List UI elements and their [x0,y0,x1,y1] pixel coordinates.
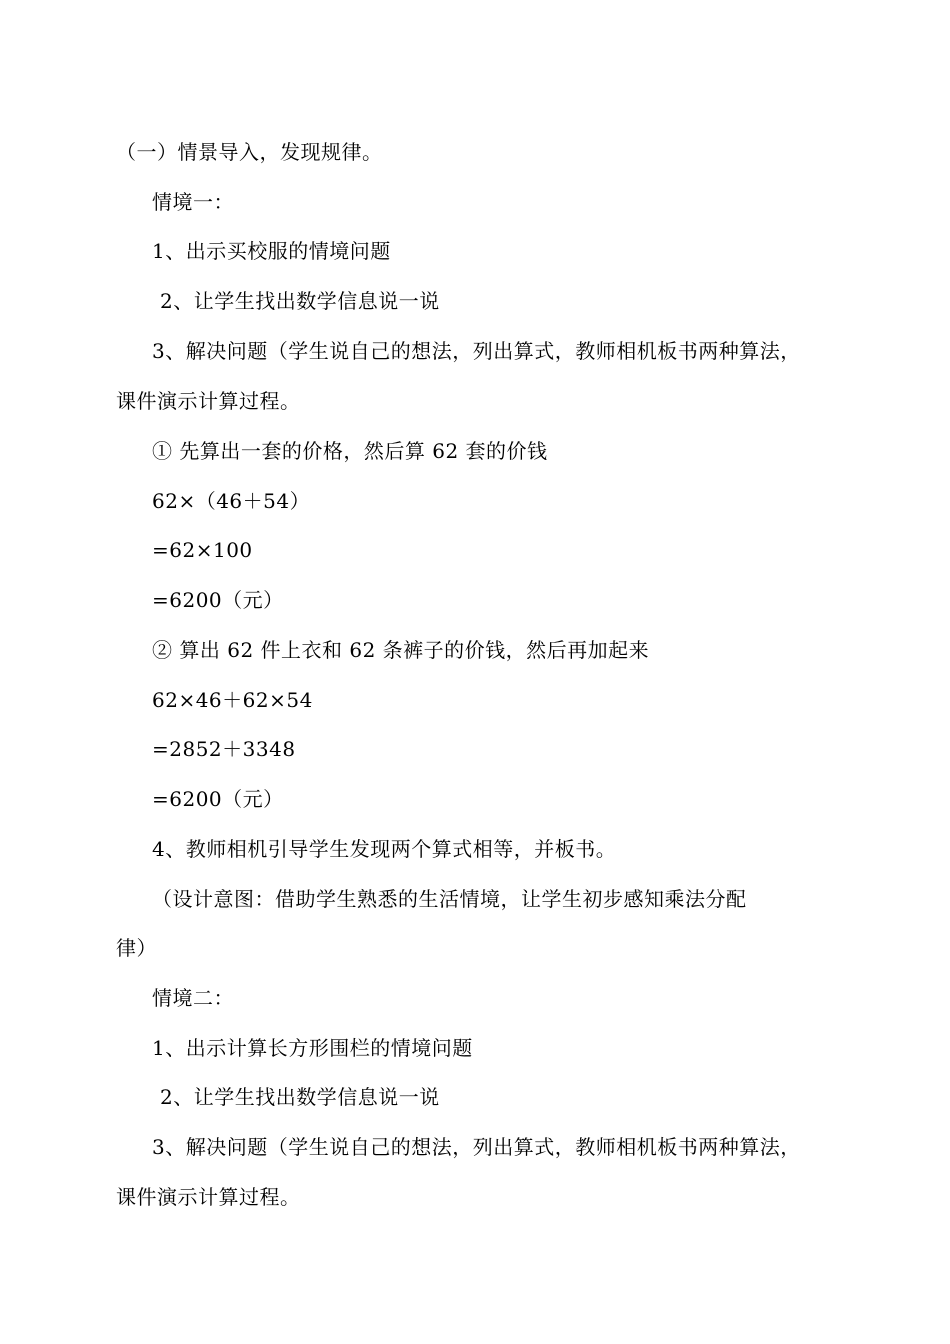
scenario1-step1: 1、出示买校服的情境问题 [152,239,391,263]
scenario1-step3-line2: 课件演示计算过程。 [116,389,301,413]
scenario1-step4: 4、教师相机引导学生发现两个算式相等，并板书。 [152,837,617,861]
method1-equation-3: =6200（元） [152,588,284,612]
scenario2-step1: 1、出示计算长方形围栏的情境问题 [152,1036,473,1060]
design-intent-line1: （设计意图：借助学生熟悉的生活情境，让学生初步感知乘法分配 [152,887,747,911]
scenario1-step2: 2、让学生找出数学信息说一说 [160,289,440,313]
scenario2-step2: 2、让学生找出数学信息说一说 [160,1085,440,1109]
scenario2-step3-line2: 课件演示计算过程。 [116,1185,301,1209]
scenario1-step3-line1: 3、解决问题（学生说自己的想法，列出算式，教师相机板书两种算法， [152,339,801,363]
scenario2-step3-line1: 3、解决问题（学生说自己的想法，列出算式，教师相机板书两种算法， [152,1135,801,1159]
method2-equation-3: =6200（元） [152,787,284,811]
method1-equation-1: 62×（46＋54） [152,489,311,513]
design-intent-line2: 律） [116,936,157,960]
method2-label: ② 算出 62 件上衣和 62 条裤子的价钱，然后再加起来 [152,638,650,662]
method2-equation-1: 62×46＋62×54 [152,688,313,712]
scenario1-title: 情境一： [152,190,234,214]
method1-label: ① 先算出一套的价格，然后算 62 套的价钱 [152,439,548,463]
scenario2-title: 情境二： [152,986,234,1010]
section-heading: （一）情景导入，发现规律。 [116,140,383,164]
method1-equation-2: =62×100 [152,538,253,562]
method2-equation-2: =2852＋3348 [152,737,296,761]
